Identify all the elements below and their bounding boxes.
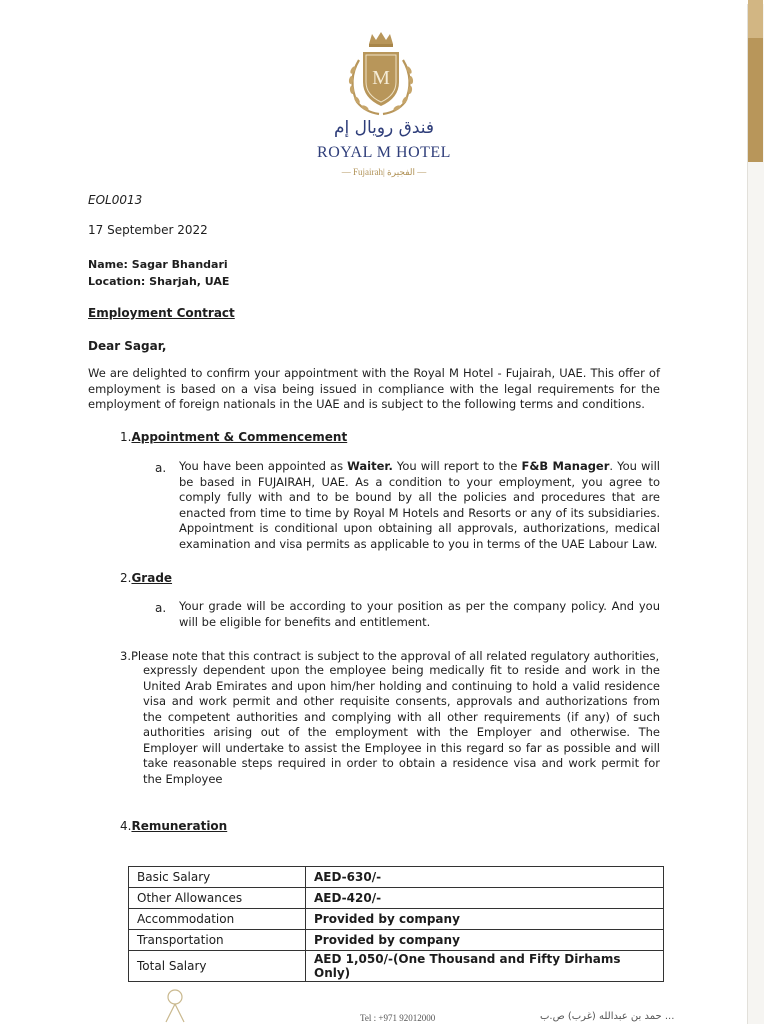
text-run: . You will be based in FUJAIRAH, UAE. As a condition to your employment, you agree to comply fully with and to be bound by all the policies and procedures that are enacted from time to time by Royal M Hotels and Resorts or any of its subsidiaries. Appointment is conditional upon obtaining all approvals, authorizations, medical examination and visa permits as applicable to you in terms of the UAE Labour Law. xyxy=(179,459,660,551)
section-1-heading xyxy=(120,430,347,446)
reference-number: EOL0013 xyxy=(88,193,143,207)
regulatory-paragraph: expressly dependent upon the employee being medically fit to reside and work in the United Arab Emirates and upon him/her holding and continuing to hold a valid residence visa and work permit and other requisite consents, approvals and authorizations from the competent authorities and complying with all other requirements (if any) of such authorities arising out of the employment with the Employer and otherwise. The Employer will undertake to assist the Employee in this regard so far as possible and will take reasonable steps required in order to obtain a residence visa and work permit for the Employee xyxy=(143,663,660,786)
recipient-location: Location: Sharjah, UAE xyxy=(88,275,230,288)
text-run: You will report to the xyxy=(392,459,522,473)
table-cell-label: Other Allowances xyxy=(129,888,306,909)
list-marker: a. xyxy=(155,601,167,615)
section-number: 4. xyxy=(120,819,132,833)
svg-text:M: M xyxy=(372,67,390,89)
footer-emblem-icon xyxy=(160,988,190,1024)
list-marker: a. xyxy=(155,461,167,475)
table-cell-value: Provided by company xyxy=(306,930,664,951)
section-2-heading xyxy=(120,571,172,587)
table-cell-value: Provided by company xyxy=(306,909,664,930)
reporting-manager: F&B Manager xyxy=(521,459,610,473)
table-row xyxy=(129,930,664,951)
table-cell-label: Basic Salary xyxy=(129,867,306,888)
footer-address-arabic: حمد بن عبدالله (غرب) ص.ب ... xyxy=(540,1011,675,1022)
section-number: 3. xyxy=(120,649,131,663)
section-number: 2. xyxy=(120,571,132,585)
letter-subject: Employment Contract xyxy=(88,306,235,320)
table-row xyxy=(129,909,664,930)
section-title: Appointment & Commencement xyxy=(131,430,348,444)
page-edge-tab-highlight xyxy=(748,0,763,38)
table-row xyxy=(129,867,664,888)
brand-name: ROYAL M HOTEL xyxy=(317,144,451,161)
table-cell-label: Accommodation xyxy=(129,909,306,930)
section-number: 1. xyxy=(120,430,132,444)
salutation: Dear Sagar, xyxy=(88,339,167,353)
royal-m-crest-icon xyxy=(339,30,423,120)
table-cell-label: Transportation xyxy=(129,930,306,951)
table-row xyxy=(129,951,664,982)
brand-arabic-name: فندق رويال إم xyxy=(333,118,435,138)
text-run: Please note that this contract is subject to the approval of all related regulatory authorities, xyxy=(130,649,660,663)
intro-paragraph: We are delighted to confirm your appointment with the Royal M Hotel - Fujairah, UAE. This offer of employment is based on a visa being issued in compliance with the legal requirements for the employment of foreign nationals in the UAE and is subject to the following terms and conditions. xyxy=(88,366,660,411)
section-4-heading xyxy=(120,819,227,835)
table-cell-label: Total Salary xyxy=(129,951,306,982)
appointment-paragraph xyxy=(179,459,660,552)
table-cell-value: AED 1,050/-(One Thousand and Fifty Dirhams Only) xyxy=(306,951,664,982)
brand-location: — Fujairah| الفجيرة — xyxy=(341,167,427,177)
text-run: You have been appointed as xyxy=(179,459,348,473)
job-position: Waiter. xyxy=(347,459,393,473)
remuneration-table xyxy=(128,866,664,982)
recipient-name: Name: Sagar Bhandari xyxy=(88,258,228,271)
letter-date: 17 September 2022 xyxy=(88,223,208,237)
section-title: Grade xyxy=(131,571,173,585)
grade-paragraph: Your grade will be according to your position as per the company policy. And you will be eligible for benefits and entitlement. xyxy=(179,599,660,629)
table-row xyxy=(129,888,664,909)
table-cell-value: AED-630/- xyxy=(306,867,664,888)
footer-telephone: Tel : +971 92012000 xyxy=(360,1013,436,1023)
section-title: Remuneration xyxy=(131,819,228,833)
table-cell-value: AED-420/- xyxy=(306,888,664,909)
